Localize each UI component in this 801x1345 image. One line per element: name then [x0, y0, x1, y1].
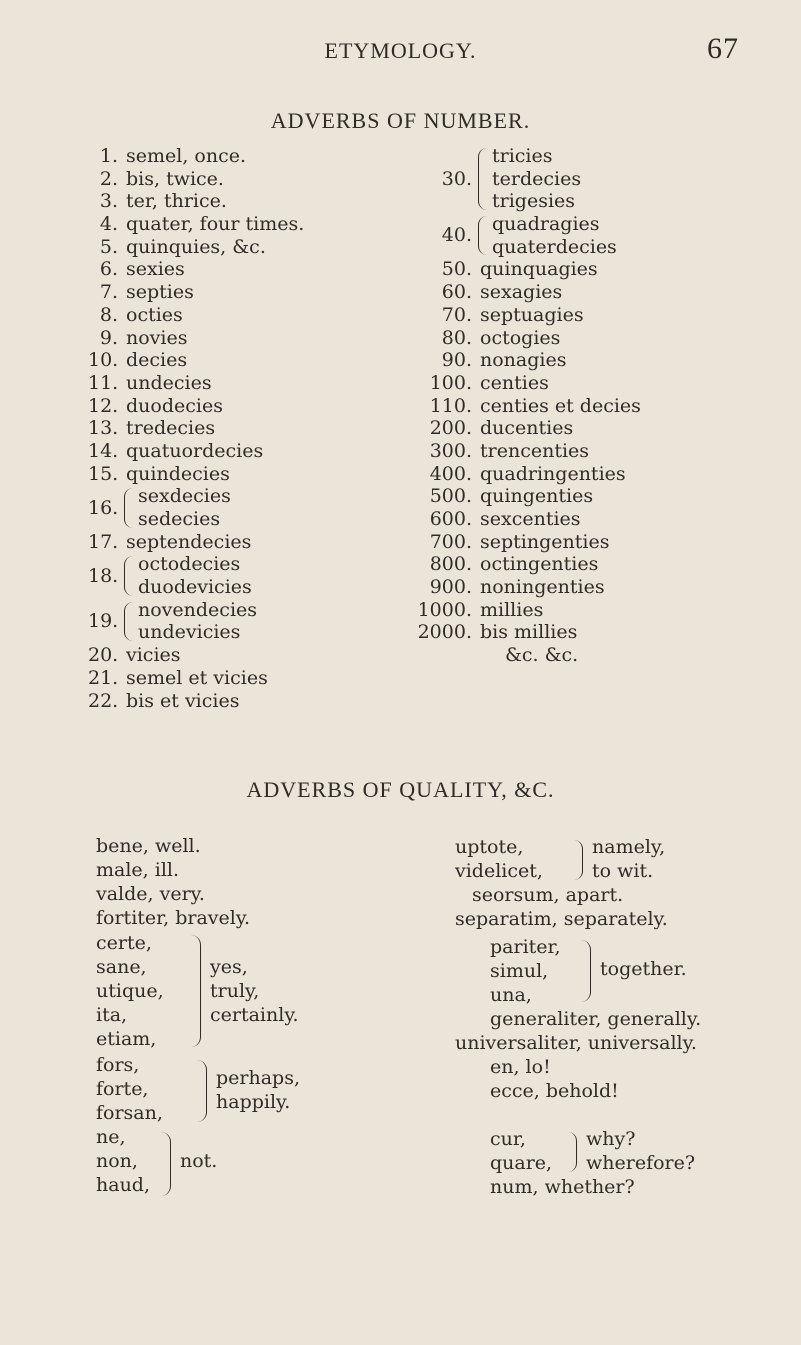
latin-adverb: quindecies — [126, 462, 230, 485]
numeral: 17. — [88, 530, 119, 553]
number-row — [88, 190, 304, 213]
numeral: 14. — [88, 439, 119, 462]
latin-adverb: quinquies, &c. — [126, 235, 266, 258]
latin-adverb: quaterdecies — [492, 235, 617, 258]
number-row — [410, 485, 641, 508]
number-row — [410, 258, 641, 281]
quality-why-glosses — [586, 1127, 695, 1175]
latin-adverb: millies — [480, 598, 544, 621]
latin-adverb: noningenties — [480, 576, 605, 599]
latin-adverb: duodevicies — [138, 576, 252, 599]
quality-group-not-words — [96, 1125, 150, 1197]
numeral: 900. — [429, 576, 472, 599]
number-row — [410, 531, 641, 554]
latin-adverb: septendecies — [126, 530, 252, 553]
number-row — [410, 349, 641, 372]
brace — [478, 148, 487, 210]
latin-adverb: quinquagies — [480, 258, 598, 281]
numeral: 8. — [99, 303, 118, 326]
quality-not-gloss: not. — [180, 1150, 218, 1172]
latin-adverb: novendecies — [138, 598, 258, 621]
numeral: 90. — [441, 349, 472, 372]
number-row-alternatives — [88, 599, 304, 644]
brace — [574, 840, 583, 880]
word: fors, — [96, 1054, 140, 1076]
numeral: 400. — [429, 462, 472, 485]
latin-adverb: terdecies — [492, 167, 582, 190]
number-row — [410, 508, 641, 531]
quality-group-yes-words — [96, 931, 164, 1051]
numeral: 100. — [429, 371, 472, 394]
latin-adverb: bis, twice. — [126, 167, 224, 190]
gloss: happily. — [216, 1091, 291, 1113]
number-row — [88, 236, 304, 259]
gloss: namely, — [592, 836, 666, 858]
number-row — [88, 440, 304, 463]
numeral: 11. — [88, 371, 119, 394]
quality-male: male, ill. — [96, 859, 180, 881]
numeral: 700. — [429, 530, 472, 553]
numeral: 5. — [99, 235, 118, 258]
number-row — [88, 349, 304, 372]
latin-adverb: decies — [126, 349, 188, 372]
numeral: 600. — [429, 508, 472, 531]
latin-adverb: quingenties — [480, 485, 594, 508]
number-row-alternatives — [410, 145, 641, 213]
quality-ecce: ecce, behold! — [490, 1080, 619, 1102]
latin-adverb: septies — [126, 281, 194, 304]
numeral: 4. — [99, 213, 118, 236]
latin-adverb: sexcenties — [480, 508, 581, 531]
numeral: 16. — [88, 496, 119, 519]
numeral: 30. — [441, 167, 472, 190]
latin-adverb: trencenties — [480, 439, 590, 462]
numeral: 110. — [429, 394, 472, 417]
numeral: 3. — [99, 190, 118, 213]
latin-adverb: septuagies — [480, 303, 584, 326]
word: quare, — [490, 1152, 553, 1174]
quality-namely-words — [455, 835, 543, 883]
number-row — [88, 327, 304, 350]
running-head: ETYMOLOGY. — [324, 38, 477, 63]
latin-adverb: centies — [480, 371, 549, 394]
latin-adverb: sexies — [126, 258, 185, 281]
section-title-number: ADVERBS OF NUMBER. — [270, 108, 531, 133]
word: cur, — [490, 1128, 526, 1150]
latin-adverb: octingenties — [480, 553, 599, 576]
numeral: 200. — [429, 417, 472, 440]
number-row — [410, 576, 641, 599]
brace — [196, 1060, 207, 1122]
numeral: 60. — [441, 281, 472, 304]
numeral: 2000. — [417, 621, 472, 644]
number-row — [88, 644, 304, 667]
quality-en: en, lo! — [490, 1056, 551, 1078]
number-row — [410, 440, 641, 463]
number-row — [410, 281, 641, 304]
latin-adverb: quadringenties — [480, 462, 626, 485]
latin-adverb: octies — [126, 303, 183, 326]
brace — [124, 602, 133, 641]
numeral: 500. — [429, 485, 472, 508]
number-row — [88, 395, 304, 418]
number-row — [88, 417, 304, 440]
quality-num: num, whether? — [490, 1176, 635, 1198]
word: simul, — [490, 960, 549, 982]
number-row — [88, 531, 304, 554]
brace — [478, 216, 487, 255]
numeral: 80. — [441, 326, 472, 349]
quality-group-perhaps-words — [96, 1053, 163, 1125]
latin-adverb: bis millies — [480, 621, 578, 644]
etcetera: &c. &c. — [505, 644, 579, 667]
number-row — [88, 168, 304, 191]
latin-adverb: quatuordecies — [126, 439, 264, 462]
number-row — [410, 553, 641, 576]
brace — [160, 1132, 171, 1196]
word: certe, — [96, 932, 152, 954]
latin-adverb: tricies — [492, 145, 553, 167]
latin-adverb: undecies — [126, 371, 212, 394]
quality-separatim: separatim, separately. — [455, 908, 668, 930]
quality-group-perhaps-glosses — [216, 1066, 300, 1114]
gloss: truly, — [210, 980, 260, 1002]
latin-adverb: trigesies — [492, 190, 576, 213]
page-number: 67 — [707, 32, 739, 65]
word: forsan, — [96, 1102, 163, 1124]
latin-adverb: ter, thrice. — [126, 190, 227, 213]
number-row — [88, 304, 304, 327]
word: forte, — [96, 1078, 149, 1100]
number-row — [88, 213, 304, 236]
number-row — [410, 372, 641, 395]
word: ne, — [96, 1126, 126, 1148]
numeral: 40. — [441, 224, 472, 247]
word: haud, — [96, 1174, 151, 1196]
number-row — [410, 621, 641, 644]
latin-adverb: centies et decies — [480, 394, 641, 417]
numeral: 10. — [88, 349, 119, 372]
word: utique, — [96, 980, 164, 1002]
word: videlicet, — [455, 860, 543, 882]
word: sane, — [96, 956, 147, 978]
number-row — [410, 395, 641, 418]
number-row — [88, 667, 304, 690]
numeral: 1. — [99, 145, 118, 167]
quality-together-words — [490, 935, 561, 1007]
brace — [124, 556, 133, 595]
quality-universaliter: universaliter, universally. — [455, 1032, 697, 1054]
number-row — [410, 463, 641, 486]
numeral: 2. — [99, 167, 118, 190]
brace — [568, 1132, 577, 1172]
numeral: 70. — [441, 303, 472, 326]
latin-adverb: quadragies — [492, 213, 600, 236]
numeral: 13. — [88, 417, 119, 440]
numeral: 300. — [429, 439, 472, 462]
gloss: why? — [586, 1128, 636, 1150]
gloss: wherefore? — [586, 1152, 696, 1174]
latin-adverb: novies — [126, 326, 188, 349]
latin-adverb: duodecies — [126, 394, 223, 417]
number-list-right — [410, 145, 641, 667]
quality-together-gloss: together. — [600, 958, 687, 980]
numeral: 1000. — [417, 598, 472, 621]
numeral: 7. — [99, 281, 118, 304]
numeral: 22. — [88, 689, 119, 712]
numeral: 18. — [88, 564, 119, 587]
number-row — [410, 417, 641, 440]
number-list-left — [88, 145, 304, 712]
number-row-alternatives — [410, 213, 641, 258]
number-row — [88, 463, 304, 486]
latin-adverb: sexagies — [480, 281, 563, 304]
number-row — [88, 258, 304, 281]
brace — [188, 935, 201, 1047]
latin-adverb: sexdecies — [138, 485, 231, 508]
latin-adverb: bis et vicies — [126, 689, 240, 712]
number-row — [410, 599, 641, 622]
number-row — [88, 281, 304, 304]
number-row — [88, 145, 304, 168]
word: non, — [96, 1150, 138, 1172]
latin-adverb: tredecies — [126, 417, 216, 440]
latin-adverb: undevicies — [138, 621, 241, 644]
quality-seorsum: seorsum, apart. — [472, 884, 624, 906]
quality-valde: valde, very. — [96, 883, 205, 905]
numeral: 21. — [88, 666, 119, 689]
gloss: perhaps, — [216, 1067, 301, 1089]
numeral: 6. — [99, 258, 118, 281]
latin-adverb: octogies — [480, 326, 561, 349]
gloss: certainly. — [210, 1004, 299, 1026]
quality-namely-glosses — [592, 835, 665, 883]
latin-adverb: sedecies — [138, 508, 221, 530]
latin-adverb: semel et vicies — [126, 666, 268, 689]
numeral: 20. — [88, 644, 119, 667]
latin-adverb: semel, once. — [126, 145, 247, 167]
latin-adverb: nonagies — [480, 349, 567, 372]
numeral: 15. — [88, 462, 119, 485]
word: una, — [490, 984, 532, 1006]
latin-adverb: octodecies — [138, 553, 241, 576]
latin-adverb: septingenties — [480, 530, 610, 553]
numeral: 19. — [88, 610, 119, 633]
quality-generaliter: generaliter, generally. — [490, 1008, 702, 1030]
number-row-alternatives — [88, 485, 304, 530]
gloss: to wit. — [592, 860, 654, 882]
word: pariter, — [490, 936, 561, 958]
number-row — [88, 372, 304, 395]
numeral: 50. — [441, 258, 472, 281]
latin-adverb: ducenties — [480, 417, 574, 440]
word: uptote, — [455, 836, 524, 858]
quality-bene: bene, well. — [96, 835, 201, 857]
number-row — [88, 690, 304, 713]
latin-adverb: quater, four times. — [126, 213, 305, 236]
quality-group-yes-glosses — [210, 955, 299, 1027]
numeral: 9. — [99, 326, 118, 349]
brace — [580, 940, 591, 1002]
word: etiam, — [96, 1028, 157, 1050]
latin-adverb: vicies — [126, 644, 181, 667]
number-row — [410, 327, 641, 350]
quality-fortiter: fortiter, bravely. — [96, 907, 251, 929]
brace — [124, 488, 133, 527]
section-title-quality: ADVERBS OF QUALITY, &C. — [246, 777, 555, 802]
numeral: 800. — [429, 553, 472, 576]
word: ita, — [96, 1004, 128, 1026]
gloss: yes, — [210, 956, 248, 978]
numeral: 12. — [88, 394, 119, 417]
number-row — [410, 304, 641, 327]
quality-why-words — [490, 1127, 552, 1175]
number-row-alternatives — [88, 553, 304, 598]
